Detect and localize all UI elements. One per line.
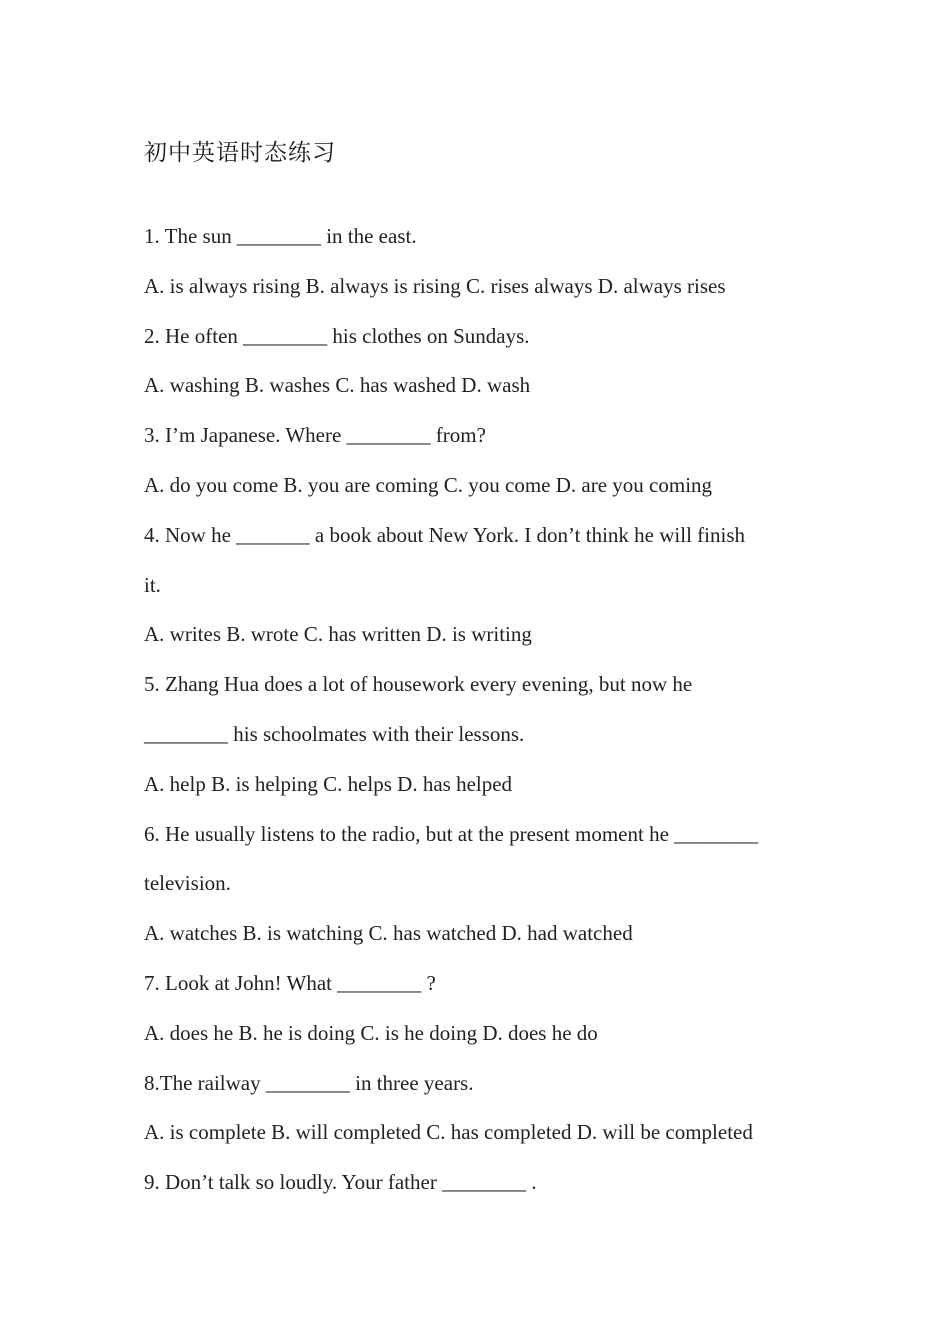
question-6-text-line-1: 6. He usually listens to the radio, but at the present moment he ________ [144,821,759,846]
question-4-text-line-2: it. [144,572,161,597]
exercise-body [144,222,814,1218]
question-1-options: A. is always rising B. always is rising C. rises always D. always rises [144,273,726,298]
question-9-text: 9. Don’t talk so loudly. Your father ________ . [144,1170,537,1195]
question-5-options: A. help B. is helping C. helps D. has helped [144,771,513,796]
question-6-text-line-2: television. [144,871,231,896]
question-5-text-line-2: ________ his schoolmates with their lessons. [144,721,525,746]
question-3-text: 3. I’m Japanese. Where ________ from? [144,423,486,448]
question-4-options: A. writes B. wrote C. has written D. is writing [144,622,532,647]
question-2-options: A. washing B. washes C. has washed D. wash [144,373,531,398]
question-2-text: 2. He often ________ his clothes on Sundays. [144,323,530,348]
question-7-text: 7. Look at John! What ________ ? [144,970,436,995]
question-1-text: 1. The sun ________ in the east. [144,224,417,248]
question-7-options: A. does he B. he is doing C. is he doing D. does he do [144,1020,598,1045]
question-4-text-line-1: 4. Now he _______ a book about New York. I don’t think he will finish [144,522,745,547]
page-title: 初中英语时态练习 [144,140,336,166]
question-3-options: A. do you come B. you are coming C. you come D. are you coming [144,472,713,497]
question-8-text: 8.The railway ________ in three years. [144,1070,474,1095]
question-8-options: A. is complete B. will completed C. has completed D. will be completed [144,1120,753,1145]
question-6-options: A. watches B. is watching C. has watched D. had watched [144,921,633,946]
question-5-text-line-1: 5. Zhang Hua does a lot of housework every evening, but now he [144,672,693,697]
